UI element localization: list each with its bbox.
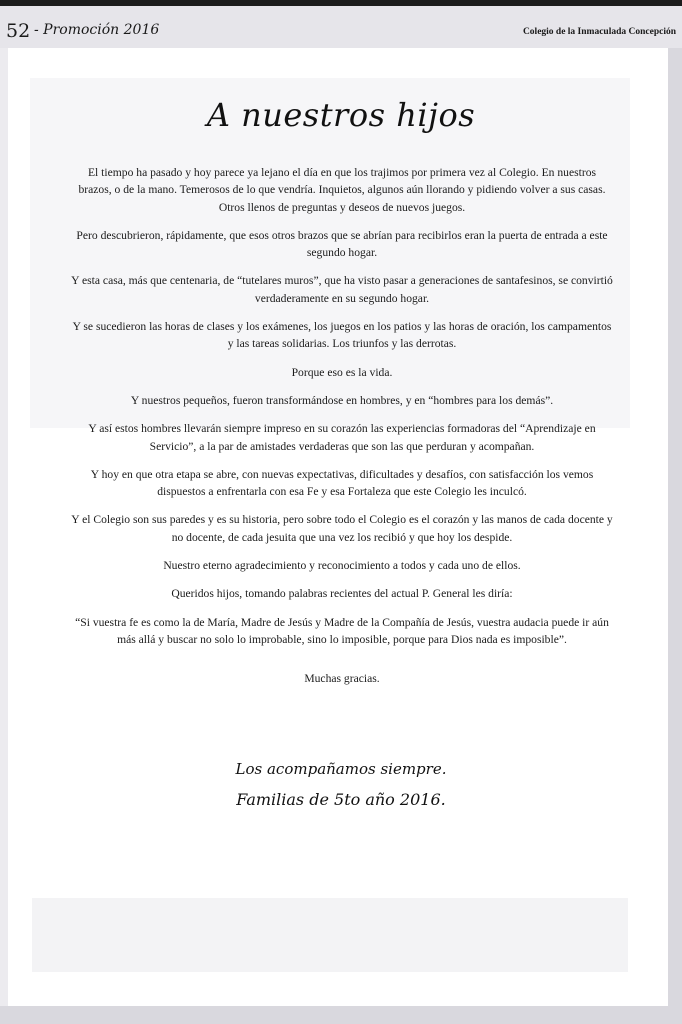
page-bottom-edge xyxy=(0,1006,682,1024)
page-header xyxy=(0,6,682,48)
paragraph: Y se sucedieron las horas de clases y los exámenes, los juegos en los patios y las horas de oración, los campamentos y las tareas solidarias. Los triunfos y las derrotas. xyxy=(72,320,612,351)
paragraph: Pero descubrieron, rápidamente, que esos otros brazos que se abrían para recibirlos eran la puerta de entrada a este segundo hogar. xyxy=(76,228,608,260)
closing-line: Los acompañamos siempre. xyxy=(235,760,447,778)
paragraph: Y esta casa, más que centenaria, de “tutelares muros”, que ha visto pasar a generaciones de santafesinos, se convirtió verdaderamente en su segundo hogar. xyxy=(71,274,613,305)
paragraph: Y el Colegio son sus paredes y es su historia, pero sobre todo el Colegio es el corazón y las manos de cada docente y no docente, de cada jesuita que una vez los recibió y que hoy los despide. xyxy=(71,513,613,544)
paragraph: Y hoy en que otra etapa se abre, con nuevas expectativas, dificultades y desafíos, con satisfacción los vemos dispuestos a enfrentarla con esa Fe y esa Fortaleza que este Colegio les inculcó. xyxy=(90,467,594,499)
signature: Familias de 5to año 2016. xyxy=(236,790,446,809)
show-through-footer xyxy=(32,898,628,972)
paragraph: Muchas gracias. xyxy=(304,672,380,686)
quote-paragraph: “Si vuestra fe es como la de María, Madre de Jesús y Madre de la Compañía de Jesús, vuestra audacia puede ir aún más allá y buscar no solo lo improbable, sino lo imposible, porque para Dios nada es imposible”. xyxy=(75,615,609,646)
article-body xyxy=(70,164,614,699)
publication-label: - Promoción 2016 xyxy=(34,22,160,38)
paragraph: Y así estos hombres llevarán siempre impreso en su corazón las experiencias formadoras del “Aprendizaje en Servicio”, a la par de amistades verdaderas que son las que perduran y acompañan. xyxy=(88,422,596,453)
paragraph: Y nuestros pequeños, fueron transformándose en hombres, y en “hombres para los demás”. xyxy=(130,393,554,407)
page-number: 52 xyxy=(6,20,31,42)
paragraph: Porque eso es la vida. xyxy=(291,365,393,379)
school-name: Colegio de la Inmaculada Concepción xyxy=(522,27,676,37)
paragraph: El tiempo ha pasado y hoy parece ya lejano el día en que los trajimos por primera vez al Colegio. En nuestros brazos, o de la mano. Temerosos de lo que vendría. Inquietos, algunos aún llorando y pidiendo volver a sus casas. Otros llenos de preguntas y deseos de nuevos juegos. xyxy=(78,166,606,214)
paragraph: Queridos hijos, tomando palabras recientes del actual P. General les diría: xyxy=(171,587,513,601)
page-edge xyxy=(668,48,682,1024)
article-title: A nuestros hijos xyxy=(206,96,476,134)
paragraph: Nuestro eterno agradecimiento y reconocimiento a todos y cada uno de ellos. xyxy=(163,559,521,573)
